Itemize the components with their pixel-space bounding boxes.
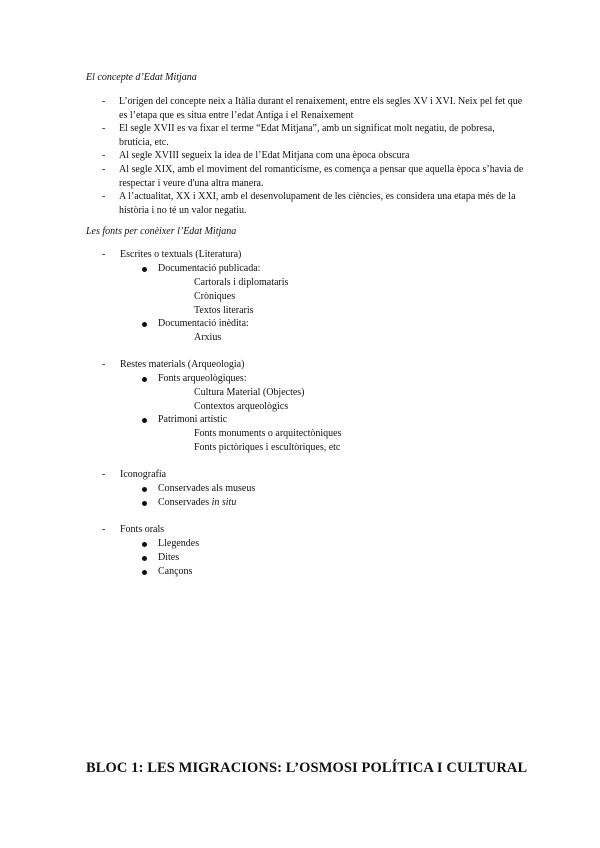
bullet-icon [142, 322, 147, 327]
item-pictoriques: Fonts pictòriques i escultòriques, etc [194, 442, 341, 453]
bullet-icon [142, 267, 147, 272]
dash-marker: - [102, 249, 106, 260]
item-dites: Dites [158, 552, 180, 563]
section-heading-concepte: El concepte d’Edat Mitjana [86, 72, 197, 83]
bullet-icon [142, 377, 147, 382]
item-arxius: Arxius [194, 332, 222, 343]
bullet-icon [142, 542, 147, 547]
item-museus: Conservades als museus [158, 483, 256, 494]
bullet-icon [142, 487, 147, 492]
subcategory-doc-inedita: Documentació inèdita: [158, 318, 249, 329]
category-iconografia: Iconografia [120, 469, 167, 480]
list-item: - Al segle XIX, amb el moviment del romanticisme, es comença a pensar que aquella època s’havia de respectar i veure d'una altra manera. [102, 163, 524, 189]
item-cancons: Cançons [158, 566, 193, 577]
item-cartorals: Cartorals i diplomataris [194, 277, 289, 288]
category-restes: Restes materials (Arqueologia) [120, 359, 245, 370]
category-orals: Fonts orals [120, 524, 165, 535]
list-item: - Al segle XVIII segueix la idea de l’Edat Mitjana com una època obscura [102, 150, 410, 162]
item-llegendes: Llegendes [158, 538, 200, 549]
section-heading-fonts: Les fonts per conèixer l’Edat Mitjana [86, 226, 237, 237]
bloc-title: BLOC 1: LES MIGRACIONS: L’OSMOSI POLÍTICA I CULTURAL [86, 760, 528, 776]
subcategory-fonts-arq: Fonts arqueològiques: [158, 373, 247, 384]
dash-marker: - [102, 469, 106, 480]
bullet-icon [142, 556, 147, 561]
dash-marker: - [102, 524, 106, 535]
concept-list [86, 95, 526, 217]
subcategory-doc-publicada: Documentació publicada: [158, 263, 261, 274]
item-croniques: Cròniques [194, 291, 236, 302]
subcategory-patrimoni: Patrimoni artístic [158, 414, 228, 425]
bullet-icon [142, 418, 147, 423]
list-item: - A l’actualitat, XX i XXI, amb el desenvolupament de les ciències, es considera una etapa més de la història i no té un valor negatiu. [102, 191, 516, 216]
dash-marker: - [102, 359, 106, 370]
item-textos: Textos literaris [194, 305, 254, 316]
bullet-icon [142, 570, 147, 575]
bullet-icon [142, 501, 147, 506]
list-item: - El segle XVII es va fixar el terme “Edat Mitjana”, amb un significat molt negatiu, de pobresa, brutícia, etc. [102, 123, 495, 148]
item-contextos: Contextos arqueològics [194, 401, 289, 412]
item-cultura: Cultura Material (Objectes) [194, 387, 305, 398]
category-escrites: Escrites o textuals (Literatura) [120, 249, 242, 260]
item-monuments: Fonts monuments o arquitectòniques [194, 428, 342, 439]
list-item: - L’origen del concepte neix a Itàlia durant el renaixement, entre els segles XV i XVI. Neix pel fet que es l’etapa que es situa entre l’edat Antiga i el Renaixement [102, 96, 523, 121]
item-in-situ: Conservades in situ [158, 497, 237, 508]
